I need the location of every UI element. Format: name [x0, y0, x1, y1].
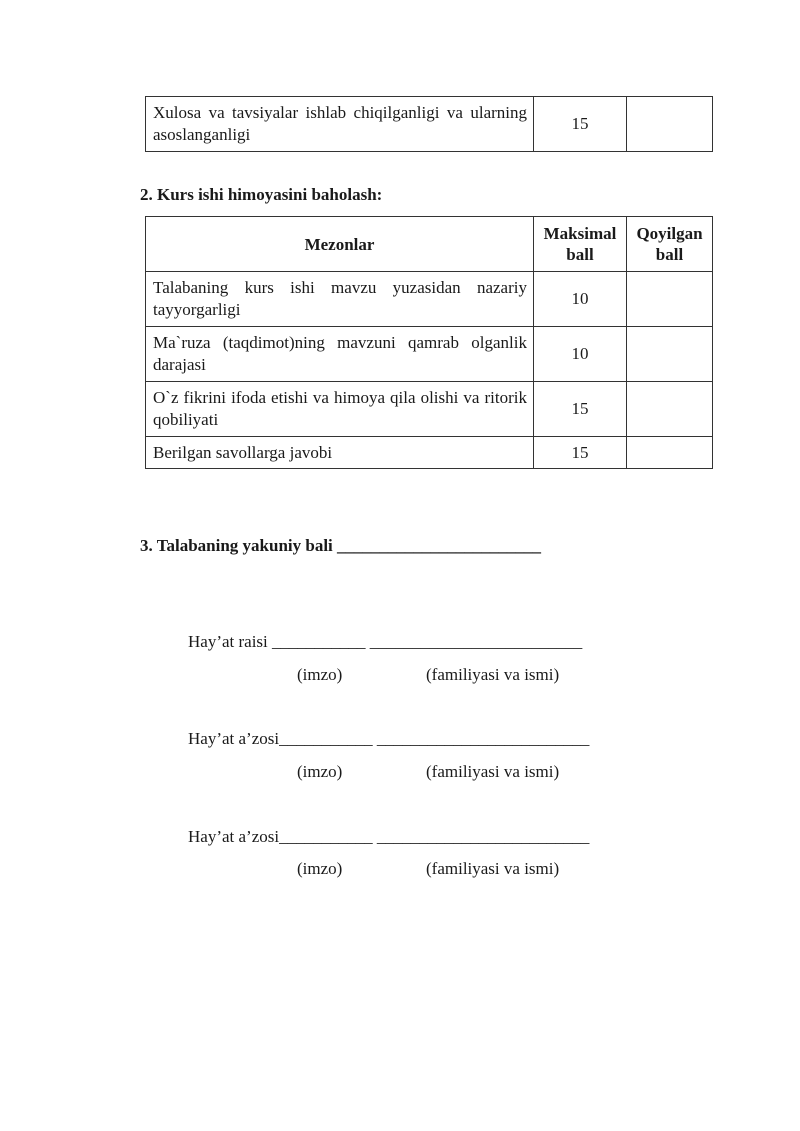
given-score-cell[interactable] [627, 327, 713, 382]
member-signature-line: Hay’at a’zosi___________ _________________________ [188, 827, 590, 846]
header-criteria: Mezonlar [146, 217, 534, 272]
table-row [146, 437, 713, 469]
member-signature-line: Hay’at a’zosi___________ _________________________ [188, 729, 590, 748]
defense-criteria-table [145, 216, 713, 469]
table-row [146, 327, 713, 382]
name-caption: (familiyasi va ismi) [426, 859, 560, 878]
header-max-ball: Maksimal ball [534, 217, 627, 272]
chairman-signature-line: Hay’at raisi ___________ _________________________ [188, 632, 583, 651]
criterion-cell: Ma`ruza (taqdimot)ning mavzuni qamrab olganlik darajasi [146, 327, 534, 382]
name-caption: (familiyasi va ismi) [426, 762, 560, 781]
given-score-cell[interactable] [627, 437, 713, 469]
section-2-title: 2. Kurs ishi himoyasini baholash: [140, 185, 383, 204]
table-row [146, 272, 713, 327]
criteria-table-continued [145, 96, 713, 152]
criterion-cell: Berilgan savollarga javobi [146, 437, 534, 469]
max-score-cell: 15 [534, 382, 627, 437]
table-header-row [146, 217, 713, 272]
signature-caption: (imzo) [297, 665, 343, 684]
name-caption: (familiyasi va ismi) [426, 665, 560, 684]
table-row [146, 382, 713, 437]
max-score-cell: 15 [534, 97, 627, 152]
given-score-cell[interactable] [627, 272, 713, 327]
given-score-cell[interactable] [627, 97, 713, 152]
table-row [146, 97, 713, 152]
max-score-cell: 15 [534, 437, 627, 469]
criterion-cell: Xulosa va tavsiyalar ishlab chiqilganligi va ularning asoslanganligi [146, 97, 534, 152]
given-score-cell[interactable] [627, 382, 713, 437]
max-score-cell: 10 [534, 327, 627, 382]
criterion-cell: Talabaning kurs ishi mavzu yuzasidan nazariy tayyorgarligi [146, 272, 534, 327]
signature-caption: (imzo) [297, 762, 343, 781]
criterion-cell: O`z fikrini ifoda etishi va himoya qila olishi va ritorik qobiliyati [146, 382, 534, 437]
header-given-ball: Qoyilgan ball [627, 217, 713, 272]
final-score-line: 3. Talabaning yakuniy bali ________________________ [140, 536, 542, 555]
signature-caption: (imzo) [297, 859, 343, 878]
max-score-cell: 10 [534, 272, 627, 327]
